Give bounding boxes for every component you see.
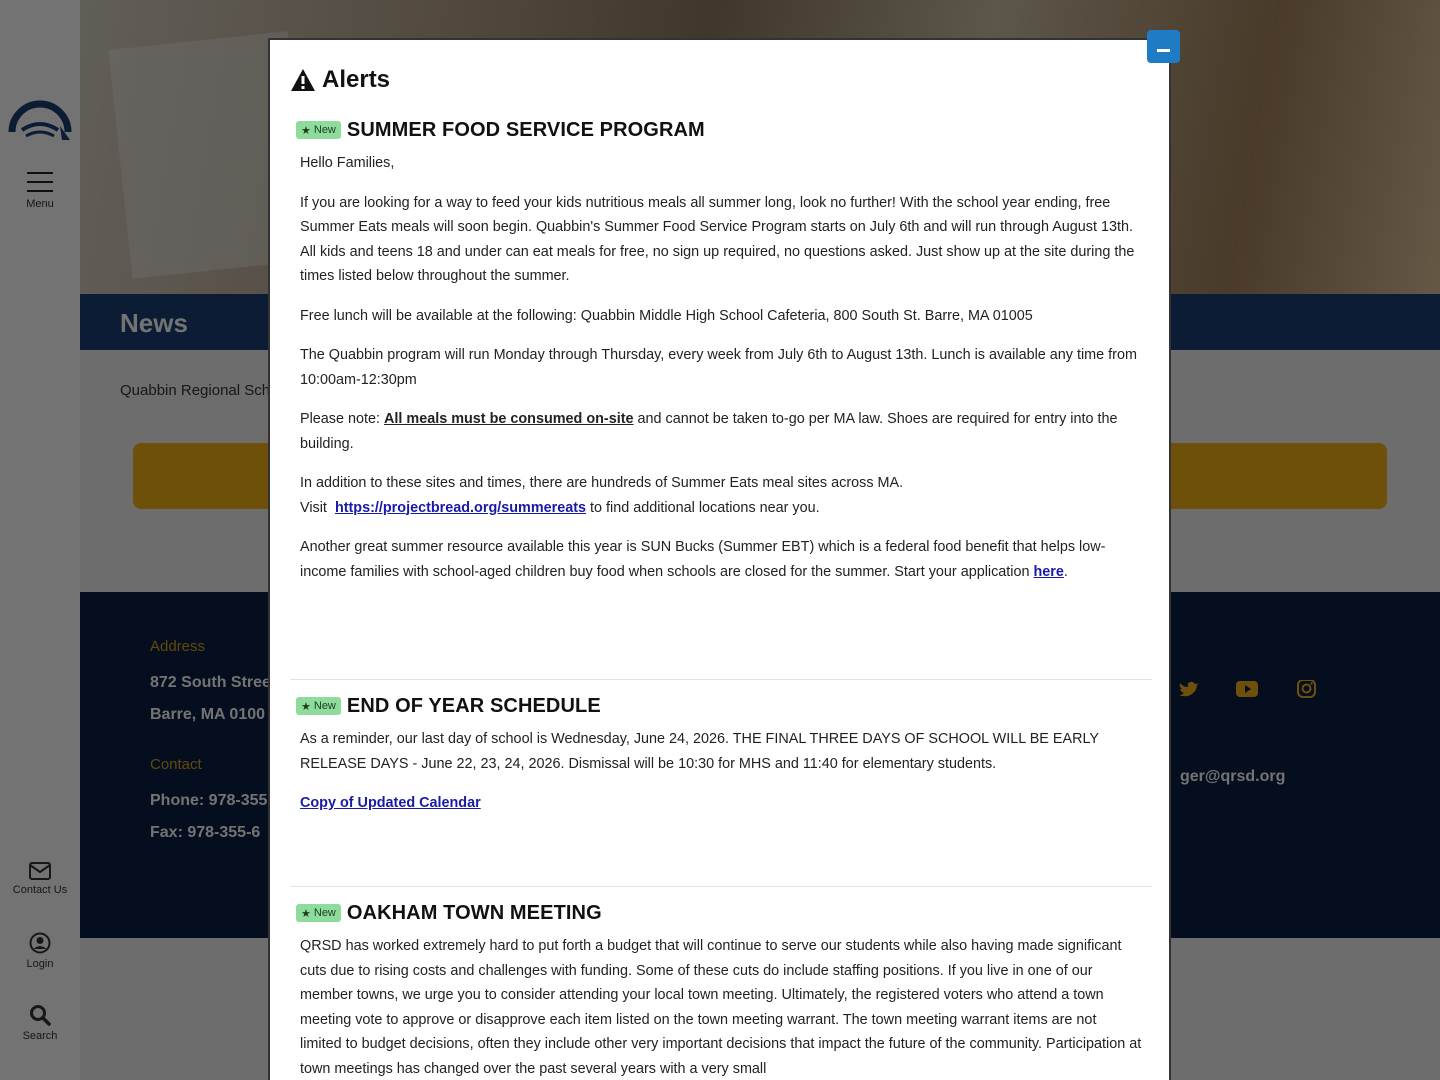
alert-item bbox=[290, 693, 1152, 816]
alert-paragraph: If you are looking for a way to feed your kids nutritious meals all summer long, look no further! With the school year ending, free Summer Eats meals will soon begin. Quabbin's Summer Food Service Program starts on July 6th and will run through August 13th. All kids and teens 18 and under can eat meals for free, no sign up required, no questions asked. Just show up at the site during the times listed below throughout the summer. bbox=[300, 194, 1135, 284]
projectbread-link[interactable]: https://projectbread.org/summereats bbox=[334, 499, 587, 516]
alert-divider bbox=[290, 679, 1152, 680]
emphasis-text: All meals must be consumed on-site bbox=[384, 411, 634, 427]
alert-paragraph: In addition to these sites and times, there are hundreds of Summer Eats meal sites across MA. Visit https://projectbread.org/summereats to find additional locations near you. bbox=[300, 475, 904, 516]
alert-paragraph: Please note: All meals must be consumed on-site and cannot be taken to-go per MA law. Shoes are required for entry into the building. bbox=[300, 411, 1118, 452]
new-badge: ★ New bbox=[296, 904, 341, 922]
alert-item bbox=[290, 117, 1152, 584]
alert-paragraph: Hello Families, bbox=[300, 155, 395, 171]
updated-calendar-link[interactable]: Copy of Updated Calendar bbox=[300, 795, 481, 811]
alert-paragraph: Another great summer resource available this year is SUN Bucks (Summer EBT) which is a federal food benefit that helps low-income families with school-aged children buy food when schools are closed for the summer. Start your application here. bbox=[300, 539, 1106, 580]
alert-divider bbox=[290, 886, 1152, 887]
alert-body bbox=[290, 934, 1152, 1080]
alert-title-row bbox=[290, 693, 1152, 719]
minus-icon bbox=[1157, 49, 1170, 52]
star-icon: ★ bbox=[301, 700, 311, 713]
alert-title: OAKHAM TOWN MEETING bbox=[346, 901, 602, 924]
star-icon: ★ bbox=[301, 907, 311, 920]
warning-icon bbox=[290, 68, 316, 92]
alert-paragraph: QRSD has worked extremely hard to put forth a budget that will continue to serve our students while also having made significant cuts due to rising costs and challenges with funding. Some of these cuts do include staffing positions. If you live in one of our member towns, we urge you to consider attending your local town meeting. Ultimately, the registered voters who attend a town meeting vote to approve or disapprove each item listed on the town meeting warrant. The town meeting warrant items are not limited to budget decisions, often they include other very important decisions that impact the future of the community. Participation at town meetings has changed over the past several years with a very small bbox=[300, 938, 1142, 1077]
alert-item bbox=[290, 900, 1152, 1080]
alerts-modal bbox=[268, 38, 1171, 1080]
alert-paragraph: As a reminder, our last day of school is Wednesday, June 24, 2026. THE FINAL THREE DAYS OF SCHOOL WILL BE EARLY RELEASE DAYS - June 22, 23, 24, 2026. Dismissal will be 10:30 for MHS and 11:40 for elementary students. bbox=[300, 731, 1099, 772]
alert-body bbox=[290, 727, 1152, 816]
sun-bucks-link[interactable]: here bbox=[1033, 563, 1064, 580]
alerts-heading: Alerts bbox=[322, 66, 391, 93]
alert-paragraph: The Quabbin program will run Monday through Thursday, every week from July 6th to August 13th. Lunch is available any time from 10:00am-12:30pm bbox=[300, 347, 1137, 388]
alerts-header bbox=[290, 66, 390, 94]
alert-title: END OF YEAR SCHEDULE bbox=[346, 694, 601, 717]
alert-paragraph: Free lunch will be available at the following: Quabbin Middle High School Cafeteria, 800 South St. Barre, MA 01005 bbox=[300, 307, 1033, 324]
alert-paragraph bbox=[300, 791, 1142, 816]
alert-body bbox=[290, 151, 1152, 584]
new-badge: ★ New bbox=[296, 121, 341, 139]
alert-title-row bbox=[290, 117, 1152, 143]
star-icon: ★ bbox=[301, 124, 311, 137]
new-badge: ★ New bbox=[296, 697, 341, 715]
alert-title-row bbox=[290, 900, 1152, 926]
alert-title: SUMMER FOOD SERVICE PROGRAM bbox=[346, 118, 705, 141]
minimize-alerts-button[interactable] bbox=[1147, 30, 1180, 63]
